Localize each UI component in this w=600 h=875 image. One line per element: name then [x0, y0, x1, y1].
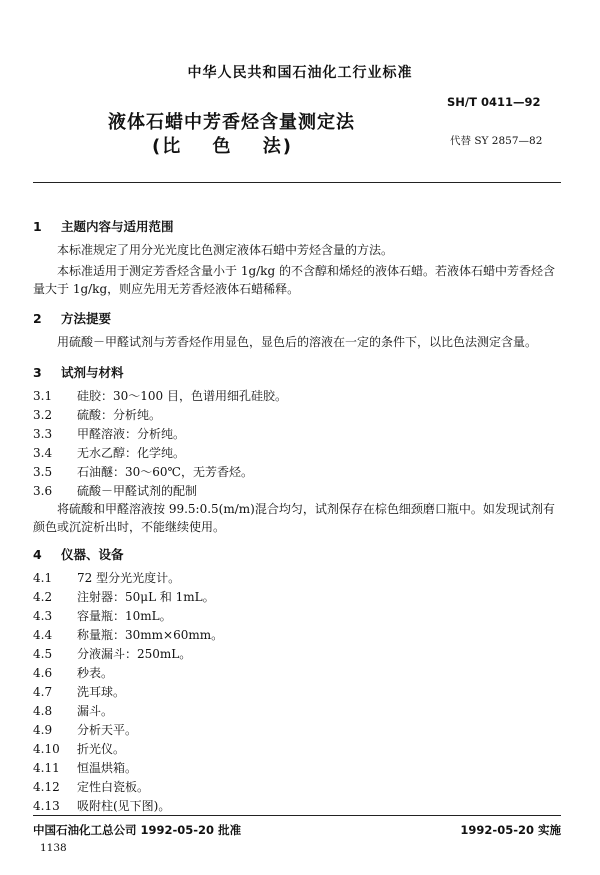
document-title: 液体石蜡中芳香烃含量测定法	[108, 112, 355, 133]
paragraph: 本标准适用于测定芳香烃含量小于 1g/kg 的不含醇和烯烃的液体石蜡。若液体石蜡中芳香烃含量大于 1g/kg，则应先用无芳香烃液体石蜡稀释。	[33, 264, 555, 296]
list-item: 4.5 分液漏斗：250mL。	[33, 647, 192, 661]
section-number: 4	[33, 547, 42, 562]
list-item: 3.2 硫酸：分析纯。	[33, 408, 162, 422]
section-number: 3	[33, 365, 42, 380]
list-item: 4.12 定性白瓷板。	[33, 780, 150, 794]
section-3-heading	[33, 363, 124, 381]
document-subtitle: (比 色 法)	[152, 136, 293, 157]
list-item: 3.3 甲醛溶液：分析纯。	[33, 427, 186, 441]
section-title: 仪器、设备	[61, 547, 124, 562]
section-1-heading	[33, 217, 174, 235]
list-item: 4.11 恒温烘箱。	[33, 761, 138, 775]
list-item: 3.6 硫酸－甲醛试剂的配制	[33, 484, 198, 498]
standard-number: SH/T 0411—92	[447, 95, 541, 109]
section-number: 2	[33, 311, 42, 326]
page-number: 1138	[40, 842, 67, 854]
section-title: 试剂与材料	[61, 365, 124, 380]
footer-divider	[33, 815, 561, 816]
list-item: 4.10 折光仪。	[33, 742, 126, 756]
section-title: 主题内容与适用范围	[61, 219, 174, 234]
list-item: 4.13 吸附柱(见下图)。	[33, 799, 171, 813]
section-4-heading	[33, 545, 124, 563]
section-title: 方法提要	[61, 311, 112, 326]
list-item: 4.3 容量瓶：10mL。	[33, 609, 172, 623]
list-item: 3.4 无水乙醇：化学纯。	[33, 446, 186, 460]
list-item: 4.1 72 型分光光度计。	[33, 571, 181, 585]
list-item: 4.2 注射器：50μL 和 1mL。	[33, 590, 215, 604]
replaces-standard: 代替 SY 2857—82	[450, 135, 543, 147]
list-item: 4.9 分析天平。	[33, 723, 138, 737]
paragraph: 将硫酸和甲醛溶液按 99.5:0.5(m/m)混合均匀，试剂保存在棕色细颈磨口瓶中。如发现试剂有颜色或沉淀析出时，不能继续使用。	[33, 502, 555, 534]
section-number: 1	[33, 219, 42, 234]
implementation-date: 1992-05-20 实施	[460, 823, 561, 837]
approval-statement: 中国石油化工总公司 1992-05-20 批准	[33, 823, 242, 837]
header-divider	[33, 182, 561, 183]
paragraph: 用硫酸－甲醛试剂与芳香烃作用显色，显色后的溶液在一定的条件下，以比色法测定含量。	[57, 335, 538, 349]
list-item: 3.1 硅胶：30～100 目，色谱用细孔硅胶。	[33, 389, 287, 403]
list-item: 4.7 洗耳球。	[33, 685, 126, 699]
list-item: 4.4 称量瓶：30mm×60mm。	[33, 628, 224, 642]
section-2-heading	[33, 309, 111, 327]
list-item: 3.5 石油醚：30～60℃，无芳香烃。	[33, 465, 253, 479]
issuing-authority-header: 中华人民共和国石油化工行业标准	[187, 65, 413, 81]
list-item: 4.6 秒表。	[33, 666, 114, 680]
paragraph: 本标准规定了用分光光度比色测定液体石蜡中芳烃含量的方法。	[57, 243, 394, 257]
list-item: 4.8 漏斗。	[33, 704, 114, 718]
